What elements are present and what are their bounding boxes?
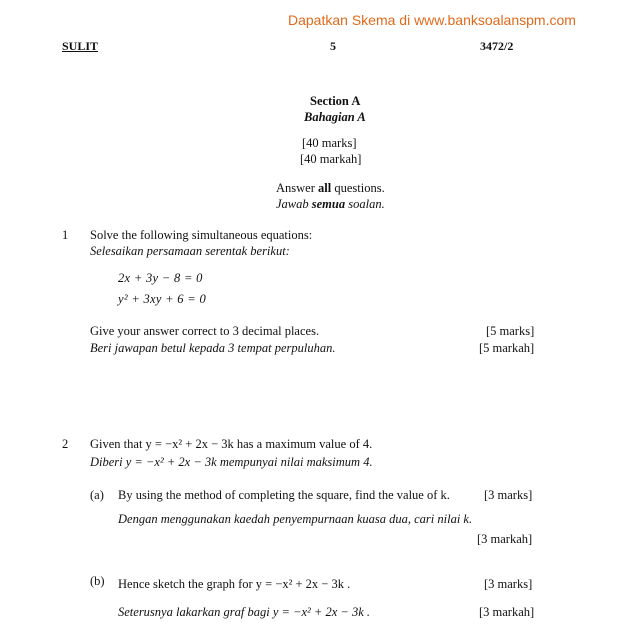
q2b-text: Hence sketch the graph for y = −x² + 2x − 3k . — [118, 577, 351, 591]
section-instruction: Answer all questions. — [276, 181, 385, 195]
q1-marks-my: [5 markah] — [479, 341, 535, 355]
q2a-text: By using the method of completing the square, find the value of k. — [118, 488, 450, 502]
q1-number: 1 — [62, 228, 69, 242]
q2-stem: Given that y = −x² + 2x − 3k has a maximum value of 4. — [90, 437, 373, 451]
section-marks-my: [40 markah] — [300, 152, 362, 166]
q2a-marks: [3 marks] — [484, 488, 533, 502]
q1-prompt: Solve the following simultaneous equations: — [90, 228, 313, 242]
q2b-label: (b) — [90, 574, 105, 588]
paper-code: 3472/2 — [480, 39, 514, 53]
q2a-text-my: Dengan menggunakan kaedah penyempurnaan kuasa dua, cari nilai k. — [118, 512, 473, 526]
q2b-marks-my: [3 markah] — [479, 605, 535, 619]
q1-answer-note: Give your answer correct to 3 decimal places. — [90, 324, 320, 338]
page-number: 5 — [330, 39, 336, 53]
section-title: Section A — [310, 94, 361, 108]
q2a-marks-my: [3 markah] — [477, 532, 533, 546]
download-banner[interactable]: Dapatkan Skema di www.banksoalanspm.com — [288, 12, 576, 28]
header-sulit: SULIT — [62, 39, 99, 53]
section-title-my: Bahagian A — [304, 110, 366, 124]
q1-answer-note-my: Beri jawapan betul kepada 3 tempat perpuluhan. — [90, 341, 336, 355]
q2b-marks: [3 marks] — [484, 577, 533, 591]
q2b-text-my: Seterusnya lakarkan graf bagi y = −x² + 2x − 3k . — [118, 605, 371, 619]
q2a-label: (a) — [90, 488, 104, 502]
q1-marks: [5 marks] — [486, 324, 535, 338]
q2-stem-my: Diberi y = −x² + 2x − 3k mempunyai nilai maksimum 4. — [90, 455, 373, 469]
section-instruction-my: Jawab semua soalan. — [276, 197, 385, 211]
q1-equation-1: 2x + 3y − 8 = 0 — [118, 271, 203, 285]
q2-number: 2 — [62, 437, 69, 451]
q1-prompt-my: Selesaikan persamaan serentak berikut: — [90, 244, 290, 258]
q1-equation-2: y² + 3xy + 6 = 0 — [118, 292, 206, 306]
section-marks: [40 marks] — [302, 136, 357, 150]
